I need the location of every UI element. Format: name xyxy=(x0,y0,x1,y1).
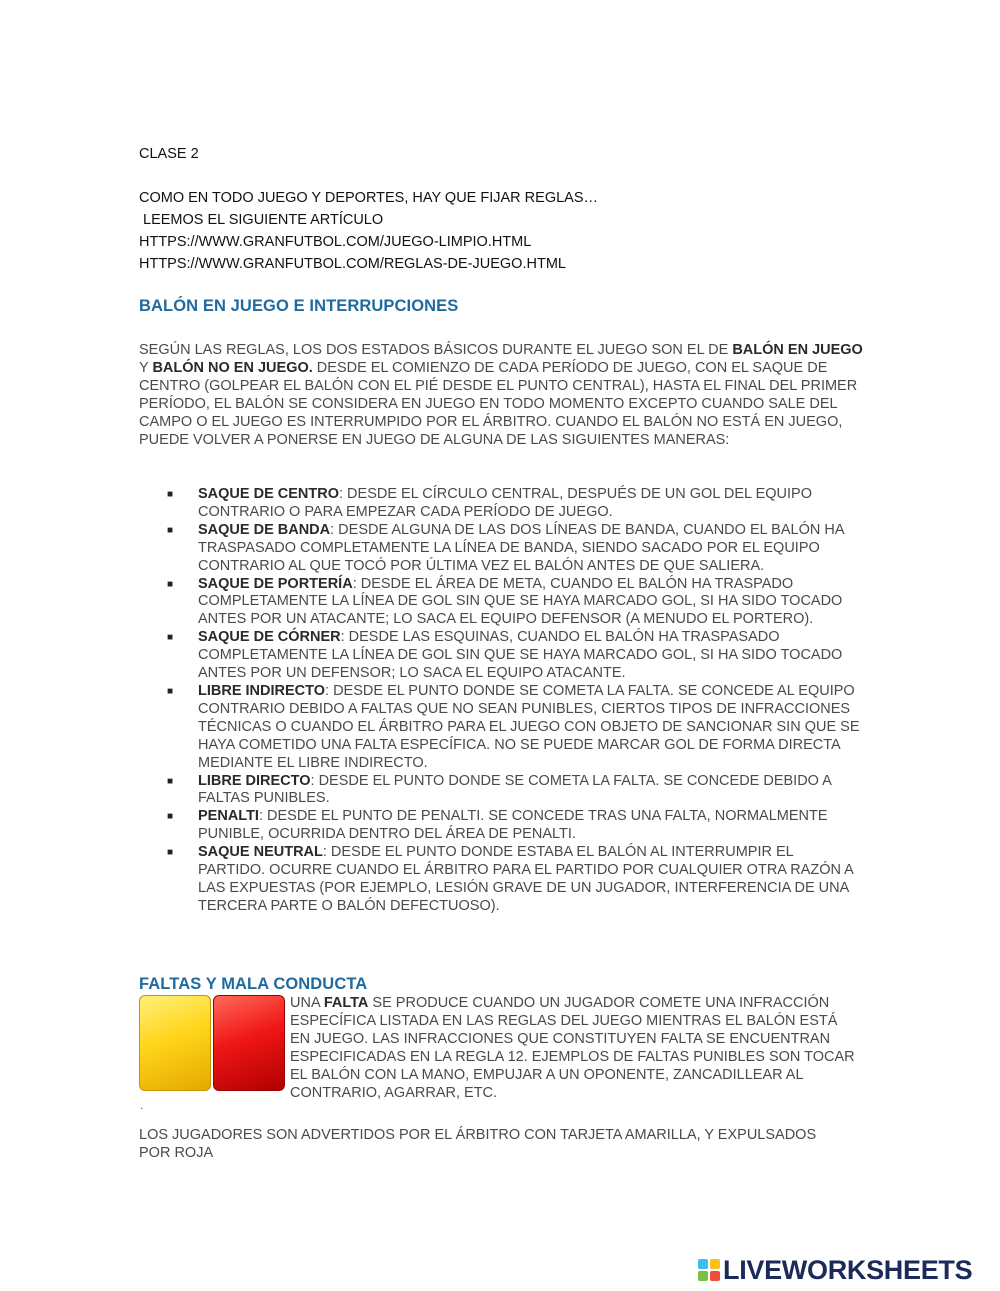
list-item: ■ SAQUE DE CÓRNER: DESDE LAS ESQUINAS, CUANDO EL BALÓN HA TRASPASADO COMPLETAMENTE LA LÍNEA DE GOL SIN QUE SE HAYA MARCADO GOL, SI HA SIDO TOCADO ANTES POR UN DEFENSOR; LO SACA EL EQUIPO ATACANTE. xyxy=(167,629,843,682)
fouls-paragraph: UNA FALTA SE PRODUCE CUANDO UN JUGADOR COMETE UNA INFRACCIÓN ESPECÍFICA LISTADA EN LAS REGLAS DEL JUEGO MIENTRAS EL BALÓN ESTÁ EN JUEGO. LAS INFRACCIONES QUE CONSTITUYEN FALTA SE ENCUENTRAN ESPECIFICADAS EN LA REGLA 12. EJEMPLOS DE FALTAS PUNIBLES SON TOCAR EL BALÓN CON LA MANO, EMPUJAR A UN OPONENTE, ZANCADILLEAR AL CONTRARIO, AGARRAR, ETC. xyxy=(290,995,855,1101)
bullet-icon: ■ xyxy=(167,811,174,823)
list-item: ■ SAQUE NEUTRAL: DESDE EL PUNTO DONDE ESTABA EL BALÓN AL INTERRUMPIR EL PARTIDO. OCURRE CUANDO EL ÁRBITRO PARA EL PARTIDO POR CUALQUIER OTRA RAZÓN A LAS EXPUESTAS (POR EJEMPLO, LESIÓN GRAVE DE UN JUGADOR, INTERFERENCIA DE UNA TERCERA PARTE O BALÓN DEFECTUOSO). xyxy=(167,844,854,914)
bullet-icon: ■ xyxy=(167,524,174,536)
list-item: ■ LIBRE DIRECTO: DESDE EL PUNTO DONDE SE COMETA LA FALTA. SE CONCEDE DEBIDO A FALTAS PUNIBLES. xyxy=(167,772,832,807)
bullet-icon: ■ xyxy=(167,578,174,590)
closing-paragraph: LOS JUGADORES SON ADVERTIDOS POR EL ÁRBITRO CON TARJETA AMARILLA, Y EXPULSADOS POR ROJA xyxy=(139,1127,817,1161)
bullet-icon: ■ xyxy=(167,847,174,859)
restart-rules-list xyxy=(163,486,863,916)
section-paragraph: SEGÚN LAS REGLAS, LOS DOS ESTADOS BÁSICOS DURANTE EL JUEGO SON EL DE BALÓN EN JUEGO Y BALÓN NO EN JUEGO. DESDE EL COMIENZO DE CADA PERÍODO DE JUEGO, CON EL SAQUE DE CENTRO (GOLPEAR EL BALÓN CON EL PIÉ DESDE EL PUNTO CENTRAL), HASTA EL FINAL DEL PRIMER PERÍODO, EL BALÓN SE CONSIDERA EN JUEGO EN TODO MOMENTO EXCEPTO CUANDO SALE DEL CAMPO O EL JUEGO ES INTERRUMPIDO POR EL ÁRBITRO. CUANDO EL BALÓN NO ESTÁ EN JUEGO, PUEDE VOLVER A PONERSE EN JUEGO DE ALGUNA DE LAS SIGUIENTES MANERAS: xyxy=(139,342,863,448)
list-item: ■ SAQUE DE PORTERÍA: DESDE EL ÁREA DE META, CUANDO EL BALÓN HA TRASPADO COMPLETAMENTE LA LÍNEA DE GOL SIN QUE SE HAYA MARCADO GOL, SI HA SIDO TOCADO ANTES POR UN ATACANTE; LO SACA EL EQUIPO DEFENSOR (A MENUDO EL PORTERO). xyxy=(167,575,843,628)
list-item: ■ PENALTI: DESDE EL PUNTO DE PENALTI. SE CONCEDE TRAS UNA FALTA, NORMALMENTE PUNIBLE, OCURRIDA DENTRO DEL ÁREA DE PENALTI. xyxy=(167,808,828,843)
list-item: ■ SAQUE DE BANDA: DESDE ALGUNA DE LAS DOS LÍNEAS DE BANDA, CUANDO EL BALÓN HA TRASPASADO COMPLETAMENTE LA LÍNEA DE BANDA, SIENDO SACADO POR EL EQUIPO CONTRARIO AL QUE TOCÓ POR ÚLTIMA VEZ EL BALÓN ANTES DE QUE SALIERA. xyxy=(167,521,844,574)
list-item: ■ SAQUE DE CENTRO: DESDE EL CÍRCULO CENTRAL, DESPUÉS DE UN GOL DEL EQUIPO CONTRARIO O PARA EMPEZAR CADA PERÍODO DE JUEGO. xyxy=(167,486,812,520)
logo-blocks-icon xyxy=(698,1259,720,1281)
intro-block xyxy=(139,143,859,275)
intro-line: COMO EN TODO JUEGO Y DEPORTES, HAY QUE FIJAR REGLAS… xyxy=(139,190,599,206)
referee-cards-image xyxy=(139,995,285,1090)
liveworksheets-logo xyxy=(698,1255,972,1285)
bullet-icon: ■ xyxy=(167,489,174,500)
intro-line: LEEMOS EL SIGUIENTE ARTÍCULO xyxy=(139,212,384,228)
logo-text: LIVEWORKSHEETS xyxy=(723,1254,973,1285)
section-heading: BALÓN EN JUEGO E INTERRUPCIONES xyxy=(139,297,459,315)
bullet-icon: ■ xyxy=(167,775,174,787)
yellow-card-icon xyxy=(139,995,211,1091)
bullet-icon: ■ xyxy=(167,632,174,644)
list-item: ■ LIBRE INDIRECTO: DESDE EL PUNTO DONDE SE COMETA LA FALTA. SE CONCEDE AL EQUIPO CONTRARIO DEBIDO A FALTAS QUE NO SEAN PUNIBLES, CIERTOS TIPOS DE INFRACCIONES TÉCNICAS O CUANDO EL ÁRBITRO PARA EL JUEGO CON OBJETO DE SANCIONAR SIN QUE SE HAYA COMETIDO UNA FALTA ESPECÍFICA. NO SE PUEDE MARCAR GOL DE FORMA DIRECTA MEDIANTE EL LIBRE INDIRECTO. xyxy=(167,682,860,771)
section-heading: FALTAS Y MALA CONDUCTA xyxy=(139,975,368,993)
bullet-icon: ■ xyxy=(167,685,174,697)
class-label: CLASE 2 xyxy=(139,146,199,162)
stray-dot: . xyxy=(140,1098,144,1112)
article-link[interactable]: HTTPS://WWW.GRANFUTBOL.COM/JUEGO-LIMPIO.HTML xyxy=(139,234,532,250)
article-link[interactable]: HTTPS://WWW.GRANFUTBOL.COM/REGLAS-DE-JUEGO.HTML xyxy=(139,256,566,272)
red-card-icon xyxy=(213,995,285,1091)
